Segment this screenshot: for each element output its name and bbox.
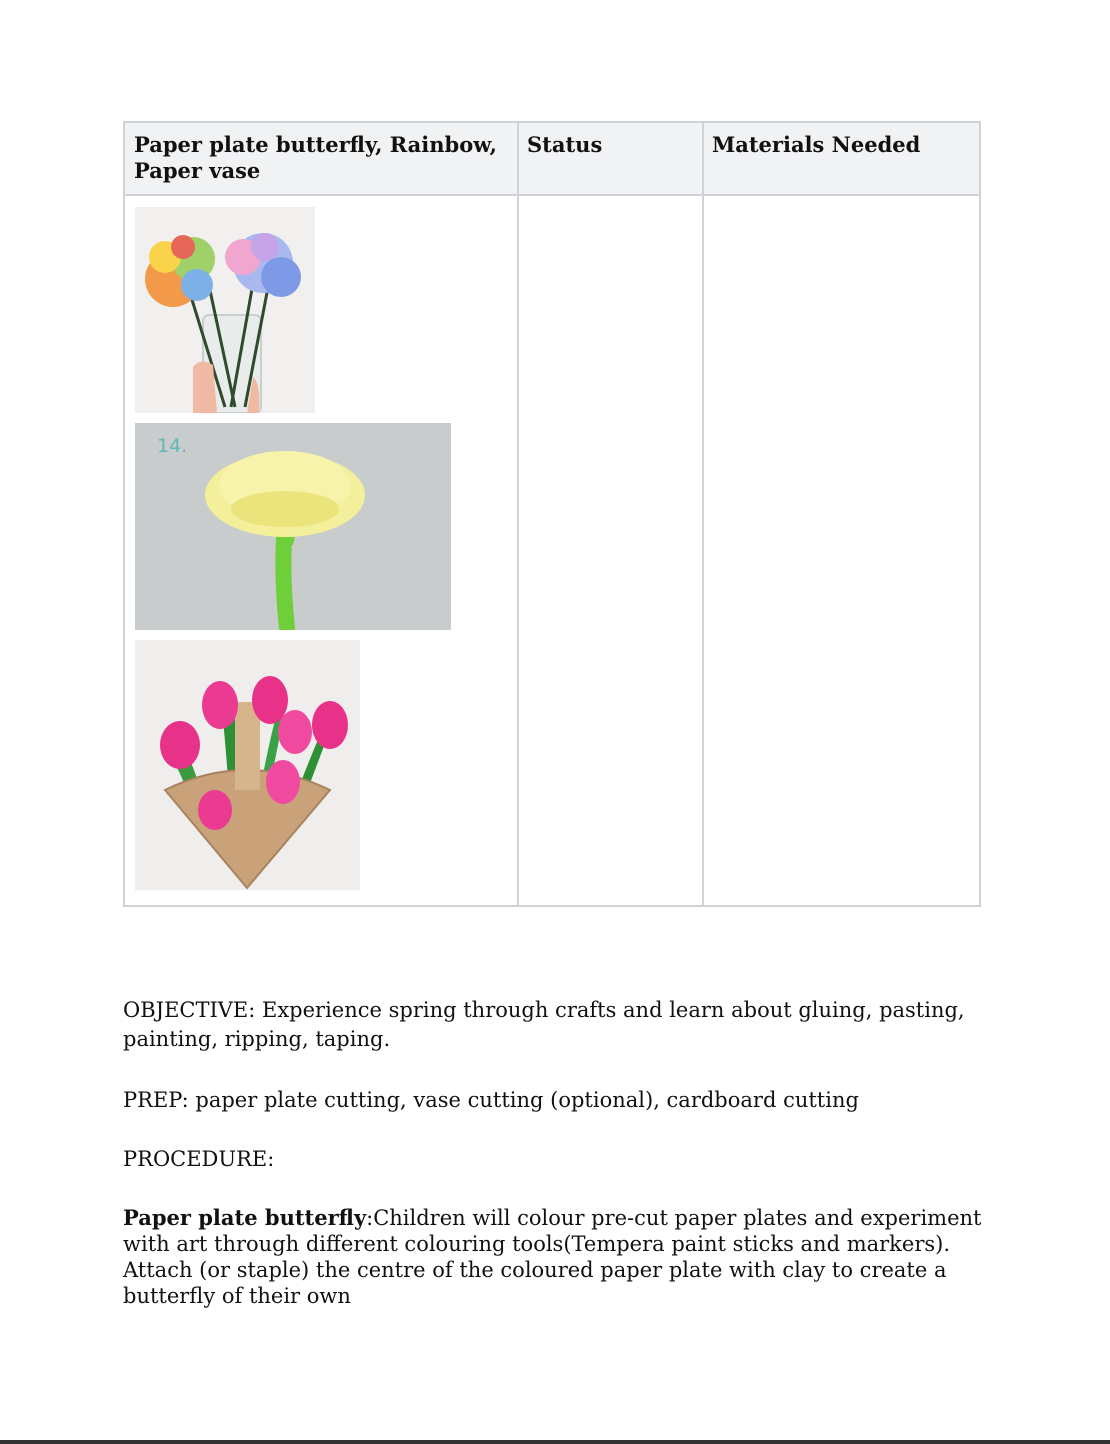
photo-paper-tulips: [135, 640, 360, 890]
procedure-heading: PROCEDURE:: [123, 1147, 275, 1171]
objective-text: OBJECTIVE: Experience spring through crafts and learn about gluing, pasting, painting, ripping, taping.: [123, 998, 965, 1051]
header-crafts: Paper plate butterfly, Rainbow, Paper vase: [134, 132, 497, 183]
photo-yarn-dandelion: [135, 423, 451, 630]
butterfly-text: :Children will colour pre-cut paper plates and experiment with art through different colouring tools(Tempera paint sticks and markers). Attach (or staple) the centre of the coloured paper plate with clay to create a butterfly of their own: [123, 1206, 982, 1308]
butterfly-procedure: [123, 1205, 983, 1309]
page-bottom-edge: [0, 1440, 1110, 1444]
prep-text: PREP: paper plate cutting, vase cutting (optional), cardboard cutting: [123, 1088, 859, 1112]
header-materials: Materials Needed: [712, 132, 921, 157]
column-divider: [702, 123, 704, 905]
header-status: Status: [527, 132, 603, 157]
butterfly-title: Paper plate butterfly: [123, 1205, 367, 1230]
crafts-table: [123, 121, 981, 907]
photo-tissue-flowers: [135, 207, 315, 413]
column-divider: [517, 123, 519, 905]
photo-caption: 14.: [157, 435, 188, 457]
